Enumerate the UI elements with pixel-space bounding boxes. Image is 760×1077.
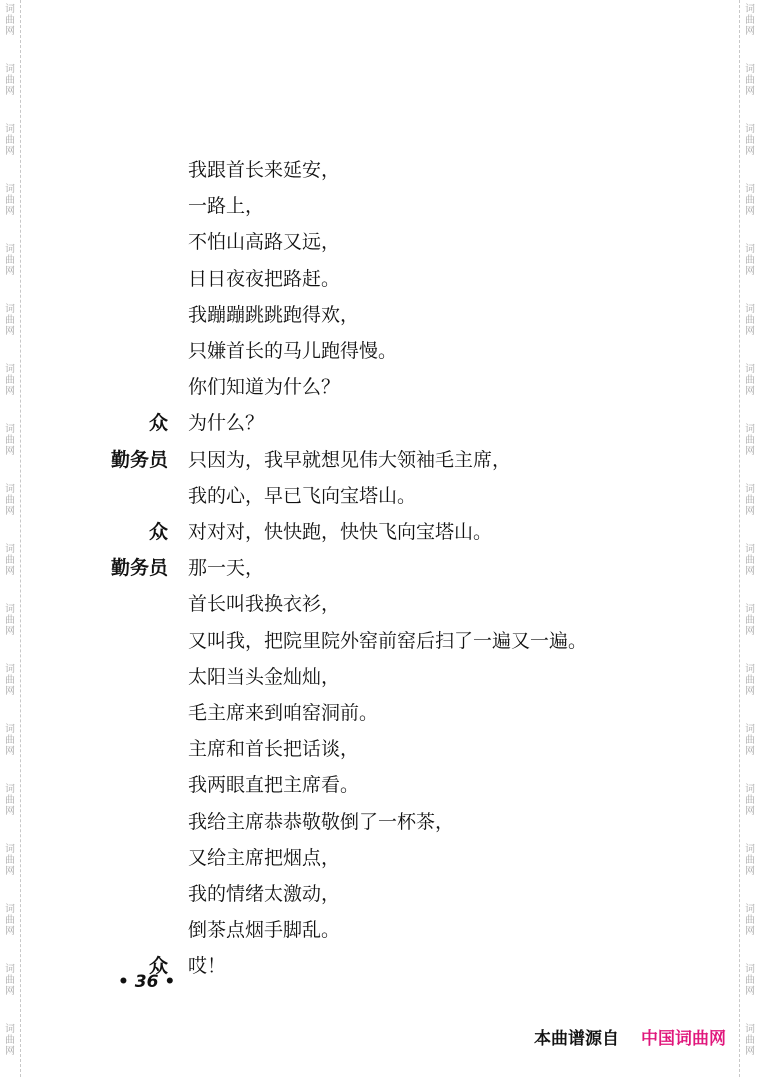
- watermark-text: 词 曲 网: [5, 604, 15, 637]
- watermark-text: 词 曲 网: [5, 664, 15, 697]
- watermark-text: 词 曲 网: [5, 364, 15, 397]
- script-line: [0, 769, 760, 801]
- watermark-text: 词 曲 网: [745, 1024, 755, 1057]
- watermark-text: 词 曲 网: [745, 544, 755, 577]
- script-line: [0, 263, 760, 295]
- watermark-text: 词 曲 网: [5, 964, 15, 997]
- watermark-text: 词 曲 网: [5, 304, 15, 337]
- watermark-text: 词 曲 网: [745, 724, 755, 757]
- script-line: [0, 335, 760, 367]
- line-text: 只因为，我早就想见伟大领袖毛主席，: [188, 448, 512, 471]
- line-text: 我跟首长来延安，: [188, 159, 341, 181]
- script-line: [0, 480, 760, 512]
- watermark-text: 词 曲 网: [745, 304, 755, 337]
- watermark-text: 词 曲 网: [745, 484, 755, 517]
- script-line: [0, 444, 760, 476]
- watermark-text: 词 曲 网: [5, 184, 15, 217]
- watermark-text: 词 曲 网: [5, 844, 15, 877]
- page-number: • 36 •: [118, 972, 176, 992]
- watermark-text: 词 曲 网: [5, 424, 15, 457]
- script-line: [0, 516, 760, 548]
- line-text: 为什么？: [188, 412, 265, 435]
- line-text: 我的心，早已飞向宝塔山。: [188, 484, 417, 507]
- line-text: 主席和首长把话谈，: [188, 738, 360, 761]
- line-text: 不怕山高路又远，: [188, 231, 341, 254]
- line-text: 一路上，: [188, 195, 265, 218]
- line-text: 首长叫我换衣衫，: [188, 593, 341, 616]
- watermark-text: 词 曲 网: [745, 904, 755, 937]
- line-text: 我的情绪太激动，: [188, 883, 341, 905]
- watermark-text: 词 曲 网: [5, 724, 15, 757]
- line-text: 我蹦蹦跳跳跑得欢，: [188, 303, 360, 326]
- watermark-text: 词 曲 网: [5, 1024, 15, 1057]
- script-line: [0, 806, 760, 838]
- speaker-label: 勤务员: [110, 557, 168, 580]
- line-text: 我两眼直把主席看。: [188, 774, 360, 797]
- watermark-text: 词 曲 网: [5, 904, 15, 937]
- script-line: [0, 588, 760, 620]
- watermark-text: 词 曲 网: [745, 664, 755, 697]
- script-line: [0, 552, 760, 584]
- script-line: [0, 950, 760, 982]
- watermark-text: 词 曲 网: [745, 604, 755, 637]
- watermark-text: 词 曲 网: [5, 484, 15, 517]
- watermark-text: 词 曲 网: [745, 964, 755, 997]
- line-text: 那一天，: [188, 557, 265, 580]
- script-line: [0, 226, 760, 258]
- watermark-text: 词 曲 网: [5, 4, 15, 37]
- watermark-text: 词 曲 网: [745, 844, 755, 877]
- script-line: [0, 299, 760, 331]
- script-line: [0, 371, 760, 403]
- script-line: [0, 190, 760, 222]
- speaker-label: 众: [148, 521, 168, 543]
- source-footer: [534, 1027, 726, 1051]
- site-name-link[interactable]: 中国词曲网: [641, 1029, 726, 1049]
- watermark-text: 词 曲 网: [745, 244, 755, 277]
- watermark-text: 词 曲 网: [5, 784, 15, 817]
- line-text: 只嫌首长的马儿跑得慢。: [188, 340, 398, 362]
- speaker-label: 众: [148, 412, 168, 435]
- watermark-text: 词 曲 网: [745, 4, 755, 37]
- watermark-text: 词 曲 网: [745, 64, 755, 97]
- speaker-label: 勤务员: [110, 448, 168, 471]
- watermark-text: 词 曲 网: [745, 184, 755, 217]
- watermark-text: 词 曲 网: [5, 64, 15, 97]
- script-line: [0, 697, 760, 729]
- line-text: 你们知道为什么？: [188, 376, 341, 399]
- watermark-text: 词 曲 网: [5, 544, 15, 577]
- line-text: 对对对，快快跑，快快飞向宝塔山。: [188, 521, 493, 543]
- line-text: 日日夜夜把路赶。: [188, 267, 341, 290]
- watermark-text: 词 曲 网: [745, 124, 755, 157]
- script-line: [0, 842, 760, 874]
- line-text: 太阳当头金灿灿，: [188, 665, 341, 688]
- script-line: [0, 154, 760, 186]
- script-line: [0, 625, 760, 657]
- watermark-text: 词 曲 网: [745, 364, 755, 397]
- script-line: [0, 407, 760, 439]
- script-line: [0, 878, 760, 910]
- watermark-text: 词 曲 网: [5, 244, 15, 277]
- line-text: 哎！: [188, 955, 227, 978]
- source-label: 本曲谱源自: [534, 1029, 619, 1049]
- line-text: 我给主席恭恭敬敬倒了一杯茶，: [188, 810, 455, 833]
- script-line: [0, 733, 760, 765]
- script-line: [0, 661, 760, 693]
- line-text: 倒茶点烟手脚乱。: [188, 919, 341, 942]
- watermark-text: 词 曲 网: [745, 424, 755, 457]
- watermark-text: 词 曲 网: [5, 124, 15, 157]
- line-text: 又叫我，把院里院外窑前窑后扫了一遍又一遍。: [188, 629, 588, 652]
- watermark-text: 词 曲 网: [745, 784, 755, 817]
- script-line: [0, 914, 760, 946]
- line-text: 毛主席来到咱窑洞前。: [188, 702, 379, 724]
- line-text: 又给主席把烟点，: [188, 846, 341, 869]
- speaker-label: 众: [148, 955, 168, 978]
